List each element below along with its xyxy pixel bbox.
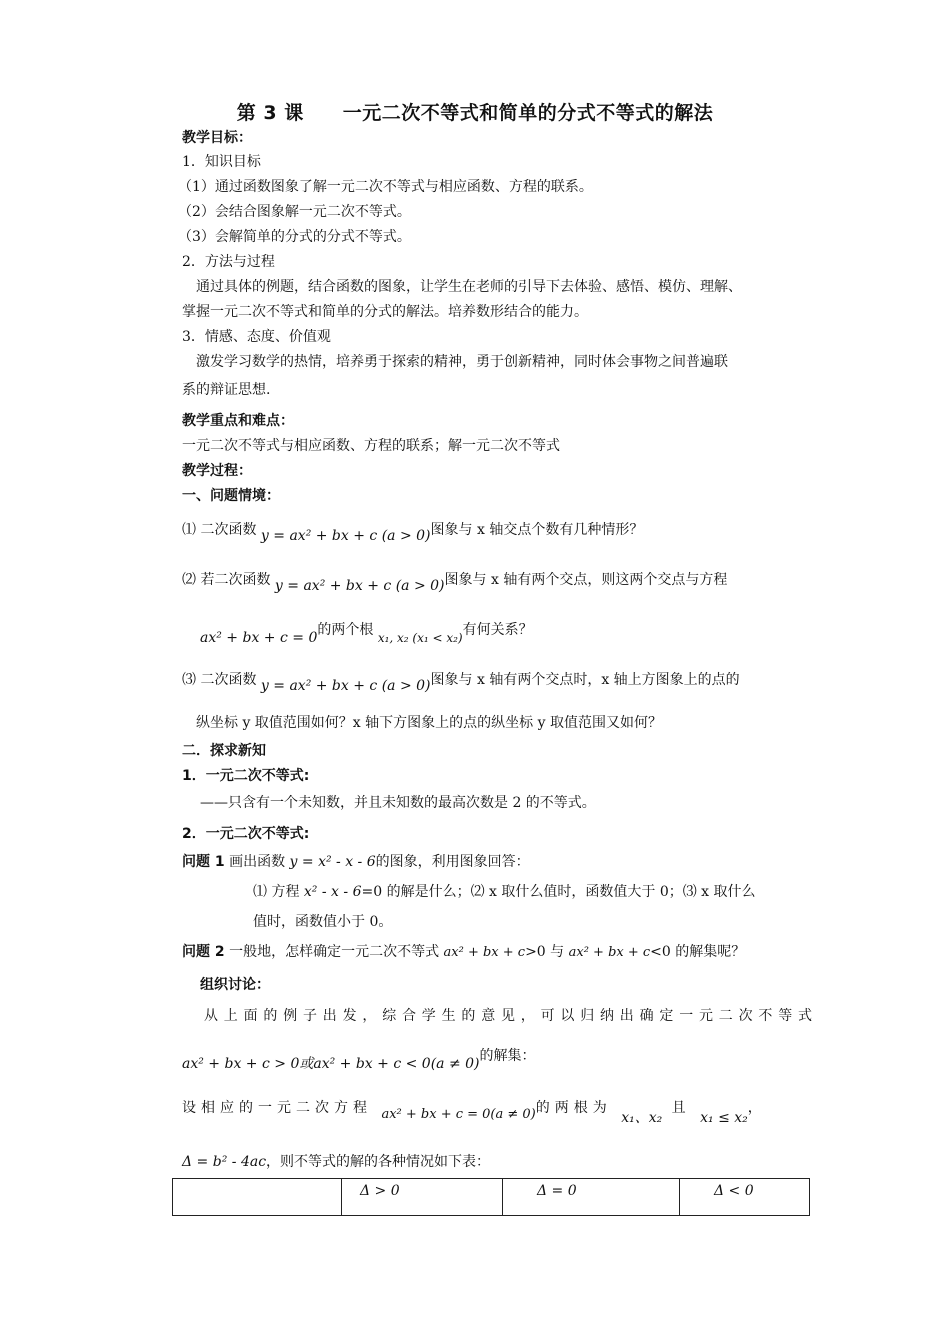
knowledge-item-1: （1）通过函数图象了解一元二次不等式与相应函数、方程的联系。: [178, 179, 593, 195]
method-paragraph-line-1: 通过具体的例题，结合函数的图象，让学生在老师的引导下去体验、感悟、模仿、理解、: [196, 279, 742, 295]
problem-2-prefix: 一般地，怎样确定一元二次不等式: [229, 944, 440, 960]
table-header-cell: Δ > 0: [342, 1179, 503, 1216]
question-2-roots-label: 的两个根: [317, 622, 374, 638]
problem-1-prefix: 画出函数: [229, 854, 286, 870]
discriminant-line: [182, 1152, 490, 1172]
problem-2-formula-1: ax² + bx + c: [443, 945, 526, 960]
discussion-heading: 组织讨论：: [200, 977, 270, 993]
question-3-formula: y = ax² + bx + c (a > 0): [260, 678, 431, 694]
discussion-formula-suffix: 的解集：: [479, 1048, 536, 1064]
page-title: 第 3 课 一元二次不等式和简单的分式不等式的解法: [236, 102, 714, 124]
roots-setup-line: [182, 1098, 767, 1126]
situation-heading: 一、问题情境：: [182, 488, 280, 504]
problem-2: [182, 942, 745, 963]
question-3-continued: 纵坐标 y 取值范围如何？x 轴下方图象上的点的纵坐标 y 取值范围又如何？: [196, 715, 662, 731]
discussion-formula-line: [182, 1046, 536, 1072]
key-points-text: 一元二次不等式与相应函数、方程的联系；解一元二次不等式: [182, 438, 560, 454]
question-2-prefix: ⑵ 若二次函数: [182, 572, 271, 588]
discriminant-text: ，则不等式的解的各种情况如下表：: [266, 1154, 491, 1170]
question-3-suffix: 图象与 x 轴有两个交点时，x 轴上方图象上的点的: [430, 672, 740, 688]
emotion-paragraph-line-2: 系的辩证思想.: [182, 382, 271, 398]
question-1: [182, 520, 644, 544]
roots-setup-prefix: 设相应的一元二次方程: [182, 1100, 372, 1116]
explore-heading: 二．探求新知: [182, 743, 266, 759]
question-3: [182, 670, 740, 694]
problem-1-tasks: [253, 882, 756, 902]
inequality-heading: 2．一元二次不等式:: [182, 826, 310, 842]
roots-setup-roots: x₁、x₂: [621, 1110, 663, 1126]
problem-1-task-formula: x² - x - 6: [303, 884, 362, 900]
question-2-suffix: 图象与 x 轴有两个交点，则这两个交点与方程: [444, 572, 728, 588]
problem-1-suffix: 的图象，利用图象回答：: [375, 854, 530, 870]
roots-setup-end: ，: [747, 1100, 767, 1116]
knowledge-item-3: （3）会解简单的分式的分式不等式。: [178, 229, 411, 245]
knowledge-heading: 1．知识目标: [182, 154, 261, 170]
definition-text: ——只含有一个未知数，并且未知数的最高次数是 2 的不等式。: [200, 795, 596, 811]
method-paragraph-line-2: 掌握一元二次不等式和简单的分式的解法。培养数形结合的能力。: [182, 304, 588, 320]
problem-1: [182, 852, 530, 872]
problem-1-label: 问题 1: [182, 854, 225, 870]
problem-2-label: 问题 2: [182, 944, 225, 960]
problem-2-formula-2: ax² + bx + c: [568, 945, 651, 960]
discussion-formula: ax² + bx + c > 0或ax² + bx + c < 0(a ≠ 0): [182, 1056, 480, 1072]
roots-setup-equation: ax² + bx + c = 0(a ≠ 0): [381, 1107, 536, 1122]
problem-1-task-prefix: ⑴ 方程: [253, 884, 300, 900]
table-header-cell: [173, 1179, 342, 1216]
problem-1-task-text: =0 的解是什么；⑵ x 取什么值时，函数值大于 0；⑶ x 取什么: [361, 884, 756, 900]
emotion-heading: 3．情感、态度、价值观: [182, 329, 331, 345]
question-1-formula: y = ax² + bx + c (a > 0): [260, 528, 431, 544]
question-3-prefix: ⑶ 二次函数: [182, 672, 257, 688]
roots-setup-middle: 的两根为: [535, 1100, 612, 1116]
definition-heading: 1．一元二次不等式:: [182, 768, 310, 784]
question-2-roots-formula: x₁, x₂ (x₁ < x₂): [377, 631, 463, 645]
knowledge-item-2: （2）会结合图象解一元二次不等式。: [178, 204, 411, 220]
problem-1-tasks-continued: 值时，函数值小于 0。: [253, 914, 393, 930]
problem-1-formula: y = x² - x - 6: [289, 854, 376, 870]
table-header-cell: Δ = 0: [503, 1179, 680, 1216]
method-heading: 2．方法与过程: [182, 254, 275, 270]
table-row: [173, 1179, 810, 1216]
question-2-end: 有何关系？: [462, 622, 533, 638]
emotion-paragraph-line-1: 激发学习数学的热情，培养勇于探索的精神，勇于创新精神，同时体会事物之间普遍联: [196, 354, 728, 370]
discriminant-formula: Δ = b² - 4ac: [182, 1154, 267, 1170]
question-1-suffix: 图象与 x 轴交点个数有几种情形？: [430, 522, 644, 538]
problem-2-middle: >0 与: [525, 944, 565, 960]
process-heading: 教学过程：: [182, 463, 252, 479]
table-header-cell: Δ < 0: [680, 1179, 810, 1216]
solution-cases-table: [172, 1178, 810, 1216]
question-2-equation: ax² + bx + c = 0: [200, 630, 318, 646]
roots-setup-order: x₁ ≤ x₂: [700, 1110, 748, 1126]
problem-2-suffix: <0 的解集呢？: [650, 944, 746, 960]
question-2: [182, 570, 728, 594]
question-2-formula: y = ax² + bx + c (a > 0): [274, 578, 445, 594]
question-2-continued: [200, 620, 533, 646]
roots-setup-and: 且: [671, 1100, 691, 1116]
key-points-heading: 教学重点和难点：: [182, 413, 294, 429]
question-1-prefix: ⑴ 二次函数: [182, 522, 257, 538]
discussion-paragraph: 从上面的例子出发，综合学生的意见，可以归纳出确定一元二次不等式: [204, 1008, 812, 1024]
goals-heading: 教学目标：: [182, 130, 252, 146]
